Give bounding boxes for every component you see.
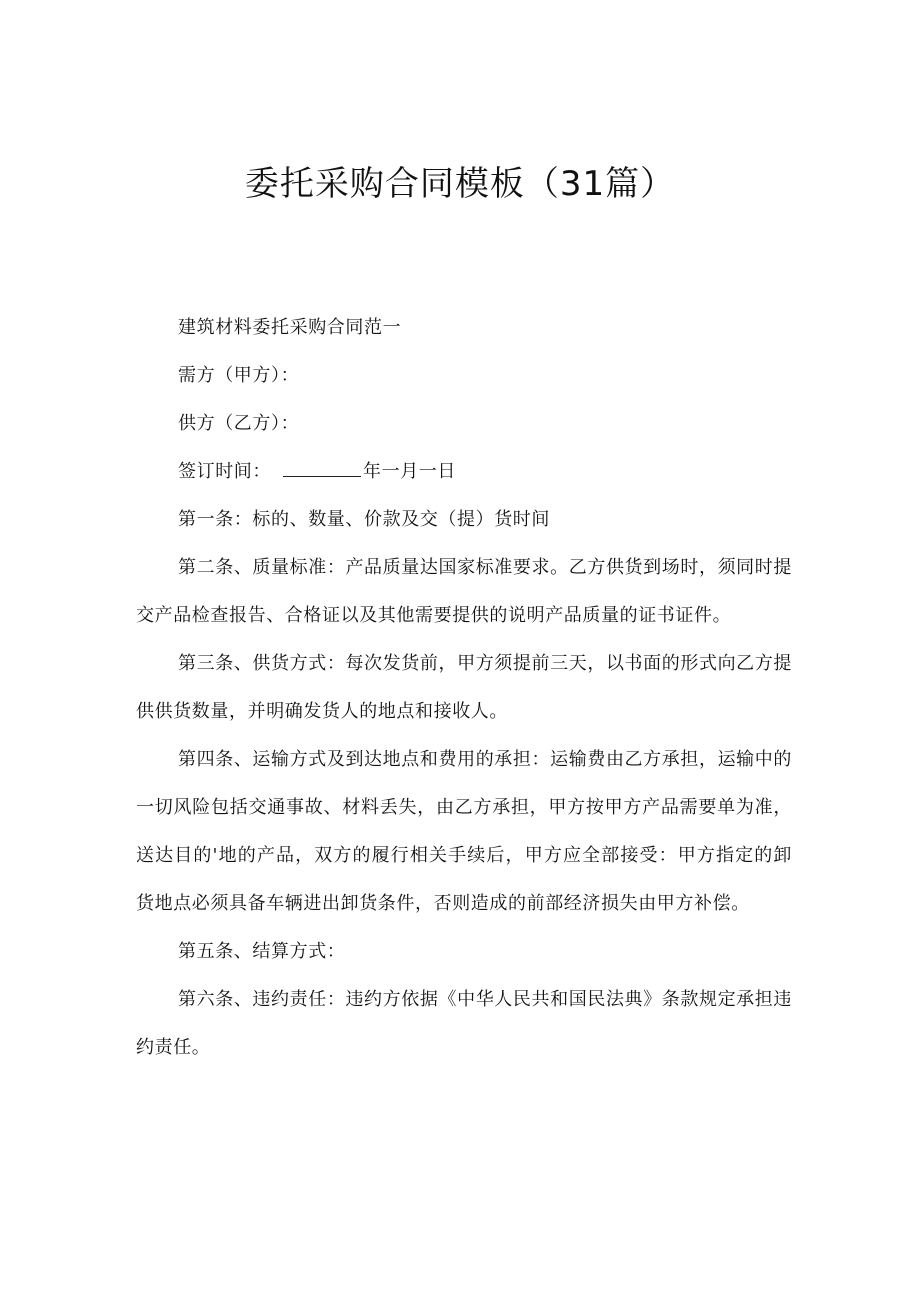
buyer-field: 需方（甲方）： [178, 365, 300, 386]
article-2: 第二条、质量标准：产品质量达国家标准要求。乙方供货到场时，须同时提交产品检查报告、合格证以及其他需要提供的说明产品质量的证书证件。 [136, 557, 792, 626]
article-4: 第四条、运输方式及到达地点和费用的承担：运输费由乙方承担，运输中的一切风险包括交通事故、材料丢失，由乙方承担，甲方按甲方产品需要单为准，送达目的'地的产品，双方的履行相关手续后，甲方应全部接受：甲方指定的卸货地点必须具备车辆进出卸货条件，否则造成的前部经济损失由甲方补偿。 [136, 749, 792, 914]
supplier-field: 供方（乙方）： [178, 413, 300, 434]
signing-time-label: 签订时间： [178, 461, 271, 482]
article-6: 第六条、违约责任：违约方依据《中华人民共和国民法典》条款规定承担违约责任。 [136, 989, 792, 1058]
signing-date-blank [283, 456, 361, 477]
contract-subtitle: 建筑材料委托采购合同范一 [178, 317, 402, 338]
article-5: 第五条、结算方式： [178, 941, 346, 962]
article-3: 第三条、供货方式：每次发货前，甲方须提前三天，以书面的形式向乙方提供供货数量，并明确发货人的地点和接收人。 [136, 653, 792, 722]
signing-time-suffix: 年一月一日 [363, 461, 456, 482]
article-1: 第一条：标的、数量、价款及交（提）货时间 [178, 509, 550, 530]
document-body [136, 304, 792, 1072]
document-title: 委托采购合同模板（31篇） [244, 164, 676, 204]
signing-time-field [136, 448, 792, 496]
